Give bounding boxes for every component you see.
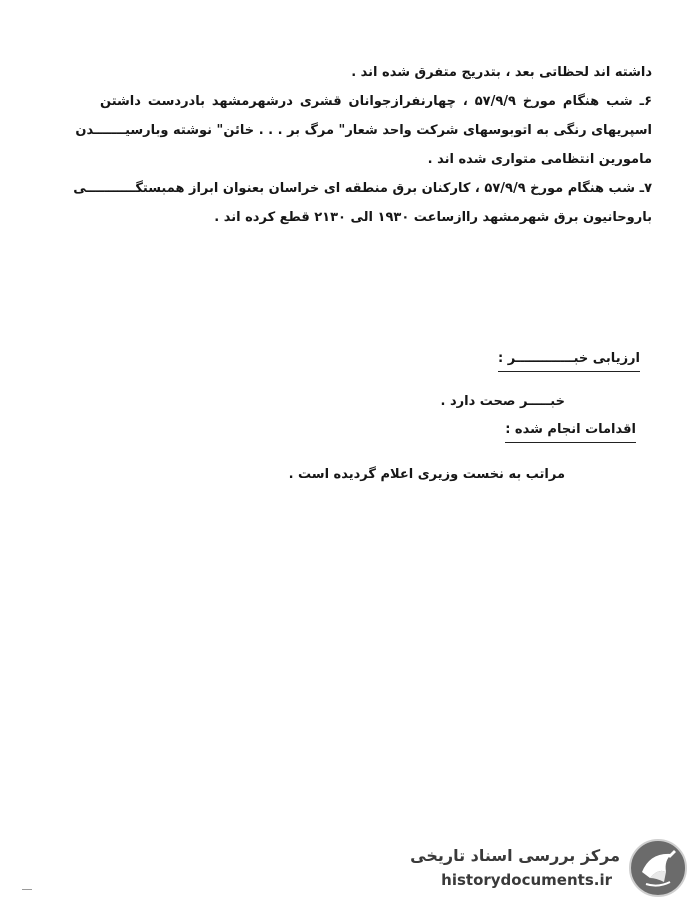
report-line-1: داشته اند لحظاتی بعد ، بتدریج متفرق شده اند .: [351, 65, 652, 80]
actions-heading: اقدامات انجام شده :: [505, 421, 636, 443]
report-line-6: باروحانیون برق شهرمشهد راازساعت ۱۹۳۰ الی ۲۱۳۰ قطع کرده اند .: [214, 210, 652, 225]
report-line-4: مامورین انتظامی متواری شده اند .: [427, 152, 652, 167]
report-line-3: اسپریهای رنگی به اتوبوسهای شرکت واحد شعار" مرگ بر . . . خائن" نوشته وبارسیـــــــدن: [75, 123, 652, 138]
report-line-5: ۷ـ شب هنگام مورخ ۵۷/۹/۹ ، کارکنان برق منطقه ای خراسان بعنوان ابراز همبستگـــــــــــی: [73, 181, 652, 196]
report-line-2: ۶ـ شب هنگام مورخ ۵۷/۹/۹ ، چهارنفرازجوانان قشری درشهرمشهد بادردست داشتن: [100, 94, 653, 109]
watermark-org-name: مرکز بررسی اسناد تاریخی: [410, 846, 620, 865]
archive-logo-icon: [628, 838, 688, 898]
evaluation-text: خبـــــر صحت دارد .: [440, 394, 565, 409]
evaluation-heading: ارزیابی خبـــــــــــــر :: [498, 350, 640, 372]
scan-mark: [22, 889, 32, 890]
report-paragraphs: [73, 58, 653, 232]
actions-text: مراتب به نخست وزیری اعلام گردیده است .: [288, 467, 565, 482]
watermark-website: historydocuments.ir: [441, 871, 612, 889]
